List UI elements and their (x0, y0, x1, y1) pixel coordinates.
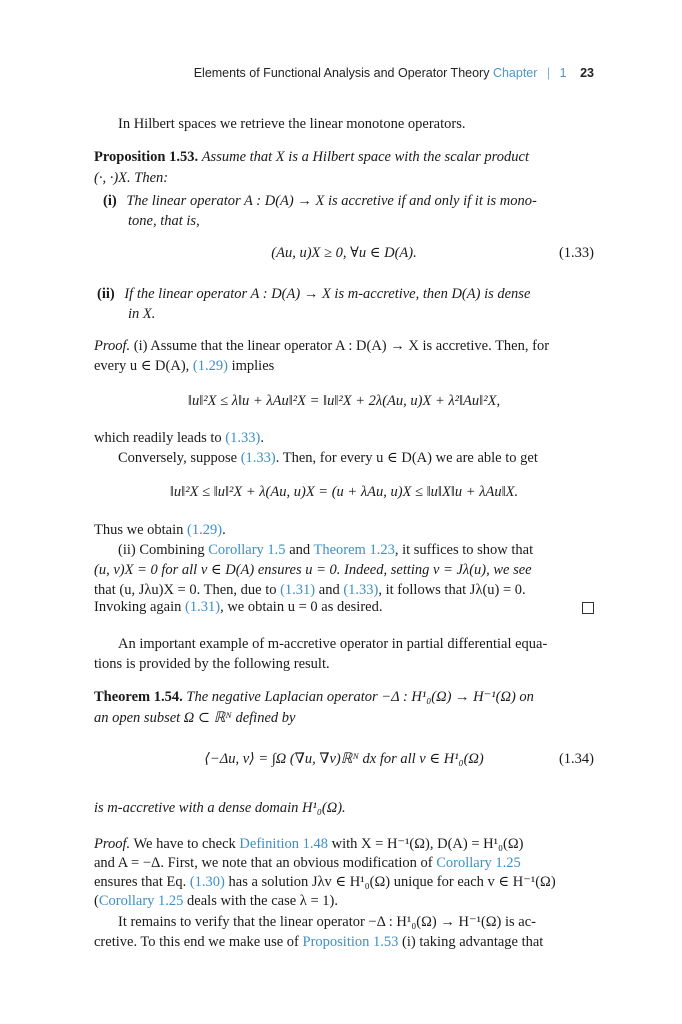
proof-2-text-3b: has a solution Jλv ∈ H¹₀(Ω) unique for each v ∈ H⁻¹(Ω) (228, 874, 556, 890)
proof-label: Proof. (94, 836, 131, 852)
proof-1-text-5b: . (222, 522, 226, 538)
equation-1-33 (94, 245, 594, 267)
ref-proposition-1-53[interactable]: Proposition 1.53 (302, 934, 399, 950)
theorem-line-3: is m-accretive with a dense domain H¹₀(Ω). (94, 800, 346, 816)
ref-eq-1-31[interactable]: (1.31) (185, 599, 221, 615)
equation-norm-1-body: ‖u‖²X ≤ λ‖u + λAu‖²X = ‖u‖²X + 2λ(Au, u)X + λ²‖Au‖²X, (187, 393, 501, 409)
proof-1-line-5 (94, 520, 594, 540)
proof-label: Proof. (94, 338, 131, 354)
item-i-label: (i) (103, 193, 117, 209)
proposition-text-2: (·, ·)X. Then: (94, 170, 169, 186)
proof-2-paren: ( (94, 893, 99, 909)
item-ii-label: (ii) (97, 286, 115, 302)
header-separator: | (546, 66, 551, 80)
running-header (194, 66, 594, 80)
equation-1-33-body: (Au, u)X ≥ 0, ∀u ∈ D(A). (271, 245, 417, 261)
proposition-text: Assume that X is a Hilbert space with the scalar product (201, 149, 530, 165)
proof-1-line-1 (94, 336, 594, 356)
item-i (103, 191, 603, 211)
proof-1-line-9 (94, 597, 594, 617)
proof-2-text-3a: ensures that Eq. (94, 874, 187, 890)
equation-1-33-number: (1.33) (558, 245, 594, 261)
proof-1-text-1: (i) Assume that the linear operator A : D(A) → X is accretive. Then, for (133, 338, 550, 354)
theorem-text-1: The negative Laplacian operator −Δ : H¹₀(Ω) → H⁻¹(Ω) on (186, 689, 534, 705)
proof-1-text-8b: and (318, 582, 340, 598)
ref-eq-1-30[interactable]: (1.30) (189, 874, 225, 890)
qed-box-icon (582, 602, 594, 614)
proof-2-text-4b: deals with the case λ = 1). (187, 893, 338, 909)
proof-2-line-4 (94, 891, 594, 911)
ref-theorem-1-23[interactable]: Theorem 1.23 (313, 542, 395, 558)
ref-eq-1-33[interactable]: (1.33) (240, 450, 276, 466)
item-ii-text: If the linear operator A : D(A) → X is m-accretive, then D(A) is dense (124, 286, 531, 302)
proof-2-line-2 (94, 853, 594, 873)
header-title: Elements of Functional Analysis and Operator Theory (193, 66, 490, 80)
page-number: 23 (580, 66, 594, 80)
equation-1-34-body: ⟨−Δu, v⟩ = ∫Ω (∇u, ∇v)ℝᴺ dx for all v ∈ H¹₀(Ω) (204, 751, 484, 767)
proof-1-line-3 (94, 428, 594, 448)
theorem-line-2: an open subset Ω ⊂ ℝᴺ defined by (94, 710, 296, 726)
ref-definition-1-48[interactable]: Definition 1.48 (239, 836, 329, 852)
proof-2-line-5: It remains to verify that the linear operator −Δ : H¹₀(Ω) → H⁻¹(Ω) is ac- (118, 914, 536, 930)
proof-1-text-9a: Invoking again (94, 599, 182, 615)
ref-corollary-1-25[interactable]: Corollary 1.25 (436, 855, 521, 871)
proof-2-line-3 (94, 872, 594, 892)
proof-1-text-3b: . (260, 430, 264, 446)
proof-2-line-6 (94, 932, 594, 952)
proof-1-text-4b: . Then, for every u ∈ D(A) we are able to get (275, 450, 538, 466)
theorem-label: Theorem 1.54. (94, 689, 183, 705)
proof-1-text-4a: Conversely, suppose (118, 450, 238, 466)
proposition-line (94, 147, 594, 167)
theorem-line-1 (94, 687, 594, 707)
ref-eq-1-29[interactable]: (1.29) (187, 522, 223, 538)
item-i-text: The linear operator A : D(A) → X is accretive if and only if it is mono- (126, 193, 537, 209)
proof-1-line-4 (118, 448, 618, 468)
item-ii (97, 284, 597, 304)
proof-1-line-2 (94, 356, 594, 376)
proof-1-text-6b: and (289, 542, 311, 558)
header-chapter-number: 1 (559, 66, 567, 80)
equation-norm-2-body: ‖u‖²X ≤ ‖u‖²X + λ(Au, u)X = (u + λAu, u)X ≤ ‖u‖X‖u + λAu‖X. (169, 484, 519, 500)
proof-1-text-3a: which readily leads to (94, 430, 222, 446)
proof-2-text-6b: (i) taking advantage that (402, 934, 544, 950)
proof-1-text-8c: , it follows that Jλ(u) = 0. (378, 582, 526, 598)
proof-2-line-1 (94, 834, 594, 854)
proof-1-text-8a: that (u, Jλu)X = 0. Then, due to (94, 582, 277, 598)
intro-paragraph: In Hilbert spaces we retrieve the linear monotone operators. (118, 116, 466, 132)
proposition-label: Proposition 1.53. (94, 149, 199, 165)
proof-1-text-2a: every u ∈ D(A), (94, 358, 190, 374)
proof-2-text-1a: We have to check (133, 836, 236, 852)
equation-1-34-number: (1.34) (558, 751, 594, 767)
item-ii-text-2: in X. (128, 306, 156, 322)
ref-eq-1-31[interactable]: (1.31) (280, 582, 316, 598)
equation-norm-1 (94, 393, 594, 415)
ref-corollary-1-5[interactable]: Corollary 1.5 (208, 542, 286, 558)
header-chapter-label: Chapter (492, 66, 538, 80)
ref-eq-1-33[interactable]: (1.33) (343, 582, 379, 598)
proof-1-text-2b: implies (231, 358, 275, 374)
proof-2-text-1b: with X = H⁻¹(Ω), D(A) = H¹₀(Ω) (331, 836, 524, 852)
ref-eq-1-33[interactable]: (1.33) (225, 430, 261, 446)
equation-norm-2 (94, 484, 594, 506)
proof-1-line-7: (u, v)X = 0 for all v ∈ D(A) ensures u = 0. Indeed, setting v = Jλ(u), we see (94, 562, 532, 578)
item-i-text-2: tone, that is, (128, 213, 200, 229)
proof-1-text-6c: , it suffices to show that (394, 542, 534, 558)
proof-1-text-6a: (ii) Combining (118, 542, 205, 558)
ref-eq-1-29[interactable]: (1.29) (192, 358, 228, 374)
proof-1-line-6 (118, 540, 618, 560)
proof-2-text-2a: and A = −Δ. First, we note that an obvious modification of (94, 855, 433, 871)
proof-1-text-9b: , we obtain u = 0 as desired. (220, 599, 383, 615)
proof-2-text-6a: cretive. To this end we make use of (94, 934, 299, 950)
ref-corollary-1-25[interactable]: Corollary 1.25 (98, 893, 184, 909)
proof-1-text-5a: Thus we obtain (94, 522, 184, 538)
equation-1-34 (94, 751, 594, 773)
example-line-1: An important example of m-accretive operator in partial differential equa- (118, 636, 548, 652)
example-line-2: tions is provided by the following result. (94, 656, 330, 672)
